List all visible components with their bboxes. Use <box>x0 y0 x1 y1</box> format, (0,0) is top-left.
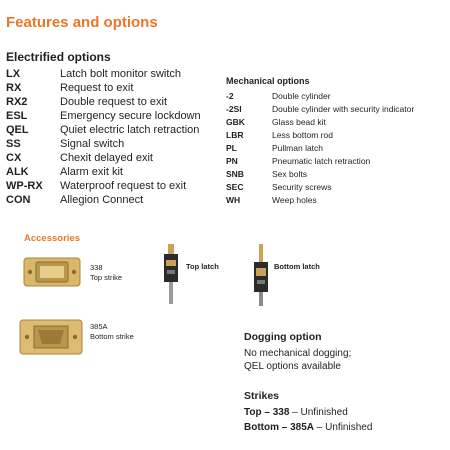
option-code: WP-RX <box>6 180 43 192</box>
option-description: Double request to exit <box>60 96 168 108</box>
bottom-strike-label: Bottom strike <box>90 332 134 341</box>
electrified-options-heading: Electrified options <box>6 50 111 64</box>
strike-bottom-label: Bottom – 385A <box>244 422 315 433</box>
strike-top-finish: – Unfinished <box>289 407 348 418</box>
top-strike-number: 338 <box>90 263 103 272</box>
option-description: Glass bead kit <box>272 117 326 127</box>
option-description: Security screws <box>272 182 332 192</box>
top-strike-label: Top strike <box>90 273 123 282</box>
bottom-latch-image <box>250 244 272 306</box>
bottom-latch-label: Bottom latch <box>274 262 320 271</box>
option-description: Weep holes <box>272 195 317 205</box>
bottom-strike-number: 385A <box>90 322 108 331</box>
strike-top-label: Top – 338 <box>244 407 290 418</box>
option-code: LX <box>6 68 21 80</box>
option-code: SS <box>6 138 21 150</box>
option-description: Pneumatic latch retraction <box>272 156 371 166</box>
option-code: -2SI <box>226 104 242 114</box>
option-description: Latch bolt monitor switch <box>60 68 182 80</box>
option-code: LBR <box>226 130 244 140</box>
option-code: SEC <box>226 182 244 192</box>
option-code: CX <box>6 152 22 164</box>
top-strike-caption <box>90 263 122 283</box>
option-code: ALK <box>6 166 29 178</box>
option-description: Allegion Connect <box>60 194 144 206</box>
option-description: Chexit delayed exit <box>60 152 153 164</box>
strike-bottom-finish: – Unfinished <box>314 422 373 433</box>
option-description: Pullman latch <box>272 143 324 153</box>
top-latch-image <box>160 244 182 304</box>
top-latch-label: Top latch <box>186 262 219 271</box>
option-code: PL <box>226 143 237 153</box>
dogging-option-heading: Dogging option <box>244 331 322 343</box>
top-strike-338-image <box>22 252 82 292</box>
option-code: QEL <box>6 124 29 136</box>
page-title: Features and options <box>6 14 158 31</box>
option-code: PN <box>226 156 238 166</box>
dogging-line-2: QEL options available <box>244 361 341 372</box>
dogging-line-1: No mechanical dogging; <box>244 348 352 359</box>
strike-bottom-row <box>244 422 372 433</box>
bottom-strike-caption <box>90 322 134 342</box>
option-code: -2 <box>226 91 234 101</box>
option-description: Waterproof request to exit <box>60 180 187 192</box>
option-code: SNB <box>226 169 244 179</box>
strikes-heading: Strikes <box>244 390 280 402</box>
option-description: Emergency secure lockdown <box>60 110 201 122</box>
option-description: Double cylinder with security indicator <box>272 104 415 114</box>
option-code: RX <box>6 82 22 94</box>
option-description: Sex bolts <box>272 169 307 179</box>
option-description: Quiet electric latch retraction <box>60 124 200 136</box>
option-code: RX2 <box>6 96 28 108</box>
strike-top-row <box>244 407 348 418</box>
option-code: CON <box>6 194 31 206</box>
option-code: WH <box>226 195 241 205</box>
option-description: Signal switch <box>60 138 125 150</box>
mechanical-options-heading: Mechanical options <box>226 76 310 86</box>
option-description: Double cylinder <box>272 91 331 101</box>
accessories-heading: Accessories <box>24 233 80 244</box>
option-description: Alarm exit kit <box>60 166 123 178</box>
dogging-option-text <box>244 347 434 373</box>
option-description: Less bottom rod <box>272 130 333 140</box>
option-code: ESL <box>6 110 28 122</box>
option-code: GBK <box>226 117 245 127</box>
bottom-strike-385a-image <box>18 316 84 358</box>
option-description: Request to exit <box>60 82 134 94</box>
